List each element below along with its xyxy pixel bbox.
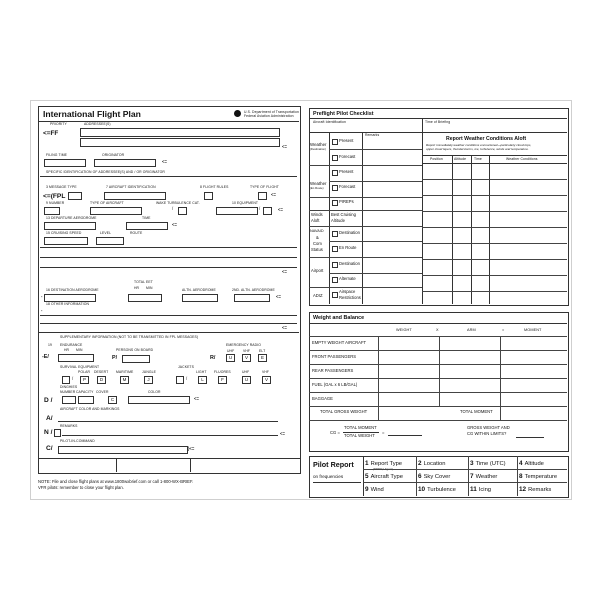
pireps-label: PIREPs	[339, 199, 354, 204]
capacity-label: CAPACITY	[76, 390, 94, 394]
equipment-field[interactable]	[216, 207, 258, 215]
remarks-label: REMARKS	[60, 424, 78, 428]
persons-marker: P/	[112, 355, 118, 361]
jackets-label: JACKETS	[178, 365, 194, 369]
second-alternate-label: 2ND. ALTN. AERODROME	[232, 288, 275, 292]
report-conditions-note-1: Report immediately weather conditions encountered—particularly cloud tops,	[426, 143, 532, 147]
type-of-flight-field[interactable]	[258, 192, 267, 200]
pilot-report-item	[519, 486, 551, 493]
flight-rules-arrow: <=	[271, 192, 276, 197]
forecast-checkbox[interactable]	[332, 155, 338, 161]
eet-hr-label: HR	[134, 286, 140, 290]
pilot-report-item-label: Turbulence	[427, 487, 456, 493]
pilot-report-item	[470, 486, 491, 493]
message-type-label: 3 MESSAGE TYPE	[46, 185, 77, 189]
route-arrow: <=	[282, 269, 287, 274]
dinghy-color-field[interactable]	[128, 396, 190, 404]
pilot-report-item	[519, 473, 557, 480]
alternate-field[interactable]	[182, 294, 218, 302]
cg-equals: =	[382, 430, 385, 435]
total-gross-weight-label: TOTAL GROSS WEIGHT	[320, 409, 368, 414]
pilot-report-item-sub: (PIREP, Urgent)	[373, 467, 393, 471]
airspace-checkbox[interactable]	[332, 292, 338, 298]
dinghies-arrow: <=	[194, 396, 199, 401]
weather-destination-label: Weather	[310, 142, 327, 147]
cg-numerator: TOTAL MOMENT	[344, 425, 377, 430]
type-aircraft-field[interactable]	[90, 207, 142, 215]
agency-line-2: Federal Aviation Administration	[244, 114, 294, 118]
winds-label: Winds	[311, 212, 323, 217]
destination-airport-label: Destination	[339, 261, 360, 266]
pilot-report-item	[470, 460, 506, 467]
present-enroute-checkbox[interactable]	[332, 170, 338, 176]
equals-header: =	[502, 328, 505, 332]
dinghies-label: DINGHIES	[60, 385, 78, 389]
pilot-report-item	[418, 473, 450, 480]
specific-id-label: SPECIFIC IDENTIFICATION OF ADDRESSEE(S) AND / OR ORIGINATOR	[46, 170, 165, 174]
alternate-airport-label: Alternate	[339, 276, 356, 281]
weight-header: WEIGHT	[396, 328, 412, 332]
departure-aerodrome-field[interactable]	[44, 222, 96, 230]
pilot-in-command-arrow: )<=	[188, 446, 195, 451]
position-column: Position	[430, 157, 443, 161]
note-line-1: NOTE: File and close flight plans at www.1800wxbrief.com or call 1-800-WX-BRIEF.	[38, 479, 194, 484]
originator-field[interactable]	[94, 159, 156, 167]
gross-weight-question-1: GROSS WEIGHT AND	[467, 425, 510, 430]
pilot-report-item-number: 1	[365, 460, 369, 467]
and-label: &	[316, 235, 319, 240]
pilot-in-command-marker: C/	[46, 445, 53, 452]
jungle-box[interactable]: J	[144, 376, 153, 384]
pilot-report-item	[365, 473, 403, 480]
agency-line-1: U.S. Department of Transportation	[244, 110, 299, 114]
pilot-report-item-number: 4	[519, 460, 523, 467]
pilot-report-item-label: Wind	[370, 487, 384, 493]
weight-balance-title: Weight and Balance	[313, 315, 365, 321]
moment-header: MOMENT	[524, 328, 542, 332]
pilot-report-item-number: 10	[418, 486, 426, 493]
originator-arrow: <=	[162, 159, 167, 164]
weather-conditions-column: Weather Conditions	[506, 157, 538, 161]
gross-weight-question-2: CG WITHIN LIMITS?	[467, 431, 507, 436]
time-label: TIME	[142, 216, 151, 220]
pilot-report-item	[519, 460, 544, 467]
pilot-report-item-number: 2	[418, 460, 422, 467]
destination-navaid-checkbox[interactable]	[332, 231, 338, 237]
pilot-report-item-label: Icing	[478, 487, 492, 493]
type-aircraft-label: TYPE OF AIRCRAFT	[90, 201, 124, 205]
departure-aerodrome-label: 13 DEPARTURE AERODROME	[46, 216, 97, 220]
wb-row-label: BAGGAGE	[312, 396, 333, 401]
altitude-column: Altitude	[454, 157, 467, 161]
elt-label: ELT	[259, 349, 266, 353]
equipment-field-2[interactable]	[263, 207, 272, 215]
aircraft-id-field[interactable]	[104, 192, 166, 200]
aircraft-color-label: AIRCRAFT COLOR AND MARKINGS	[60, 407, 120, 411]
report-conditions-note-2: upper cloud layers, thunderstorms, ice, turbulence, winds and temperature.	[426, 147, 529, 151]
altitude-label: Altitude	[331, 218, 345, 223]
desert-box[interactable]: D	[97, 376, 106, 384]
airspace-label: Airspace	[339, 289, 356, 294]
jacket-vhf-label: VHF	[262, 370, 270, 374]
pilot-report-item-label: Sky Cover	[423, 474, 451, 480]
pilot-report-item-label: Weather	[475, 474, 498, 480]
elt-box[interactable]: E	[258, 354, 267, 362]
checklist-title: Preflight Pilot Checklist	[313, 111, 374, 117]
dinghy-number-field[interactable]	[62, 396, 76, 404]
light-label: LIGHT	[196, 370, 207, 374]
supplementary-info-label: SUPPLEMENTARY INFORMATION (NOT TO BE TRANSMITTED IN FPL MESSAGES)	[60, 335, 199, 339]
desert-label: DESERT	[94, 370, 109, 374]
flight-rules-label: 8 FLIGHT RULES	[200, 185, 229, 189]
wake-cat-field[interactable]	[178, 207, 187, 215]
endurance-hr-label: HR	[64, 348, 70, 352]
pilot-report-item-label: Time (UTC)	[475, 461, 506, 467]
pilot-report-item-label: Report Type	[370, 461, 403, 467]
polar-label: POLAR	[78, 370, 90, 374]
pilot-report-item-label: Location	[423, 461, 446, 467]
remarks-marker: N /	[44, 429, 53, 436]
arm-header: ARM	[467, 328, 476, 332]
weather-enroute-sub: (En Route)	[310, 186, 324, 190]
cruising-speed-field[interactable]	[44, 237, 88, 245]
emergency-radio-label: EMERGENCY RADIO	[226, 343, 261, 347]
pilot-report-item-number: 8	[519, 473, 523, 480]
pilot-report-item-number: 9	[365, 486, 369, 493]
ff-marker: <=FF	[43, 130, 59, 137]
cover-label: COVER	[96, 390, 109, 394]
level-field[interactable]	[96, 237, 124, 245]
times-header: X	[436, 328, 439, 332]
report-conditions-title: Report Weather Conditions Aloft	[446, 136, 527, 142]
pilot-in-command-label: PILOT-IN-COMMAND	[60, 439, 95, 443]
endurance-field[interactable]	[58, 354, 94, 362]
uhf-box[interactable]: U	[226, 354, 235, 362]
survival-equipment-label: SURVIVAL EQUIPMENT	[60, 365, 100, 369]
endurance-label: ENDURANCE	[60, 343, 83, 347]
present-label: Present	[339, 138, 354, 143]
cruising-speed-label: 15 CRUISING SPEED	[46, 231, 82, 235]
enroute-navaid-checkbox[interactable]	[332, 246, 338, 252]
forecast-enroute-checkbox[interactable]	[332, 185, 338, 191]
light-box[interactable]: L	[198, 376, 207, 384]
persons-field[interactable]	[122, 355, 150, 363]
pilot-report-item-label: Remarks	[528, 487, 552, 493]
type-of-flight-label: TYPE OF FLIGHT	[250, 185, 279, 189]
airport-label: Airport	[311, 268, 324, 273]
wb-row-label: FUEL (GAL x 6 LB/GAL)	[312, 382, 358, 387]
endurance-min-label: MIN	[76, 348, 83, 352]
originator-label: ORIGINATOR	[102, 153, 125, 157]
weather-enroute-label: Weather	[310, 181, 327, 186]
uhf-label: UHF	[227, 349, 235, 353]
status-label: Status	[311, 247, 323, 252]
forecast-label: Forecast	[339, 154, 356, 159]
fpl-marker: <=(FPL	[43, 193, 66, 200]
endurance-marker: -E/	[42, 354, 49, 360]
number-label: 9 NUMBER	[46, 201, 65, 205]
number-field[interactable]	[44, 207, 60, 215]
maritime-label: MARITIME	[116, 370, 134, 374]
pilot-report-item-number: 6	[418, 473, 422, 480]
aircraft-color-marker: A/	[46, 415, 53, 422]
filing-time-field[interactable]	[44, 159, 86, 167]
destination-field[interactable]	[44, 294, 96, 302]
flight-rules-field[interactable]	[204, 192, 213, 200]
remarks-checkbox[interactable]	[54, 429, 61, 437]
pilot-report-item	[418, 460, 445, 467]
eet-min-label: MIN	[146, 286, 153, 290]
best-cruising-label: Best Cruising	[331, 212, 356, 217]
cg-label: CG =	[330, 430, 340, 435]
restrictions-label: Restrictions	[339, 295, 361, 300]
enroute-navaid-label: En Route	[339, 245, 357, 250]
wb-row-label: FRONT PASSENGERS	[312, 354, 357, 359]
pilot-report-item	[470, 473, 497, 480]
pilot-report-item-number: 11	[470, 486, 477, 493]
other-info-arrow: <=	[282, 325, 287, 330]
adiz-label: ADIZ	[313, 293, 323, 298]
comm-label: Com	[313, 241, 322, 246]
aircraft-identification-label: Aircraft Identification	[313, 120, 347, 124]
maritime-box[interactable]: M	[120, 376, 129, 384]
signature-box	[38, 458, 301, 474]
cover-box[interactable]: C	[108, 396, 117, 404]
destination-aerodrome-label: 16 DESTINATION AERODROME	[46, 288, 99, 292]
time-arrow: <=	[172, 222, 177, 227]
vhf-label: VHF	[243, 349, 251, 353]
persons-on-board-label: PERSONS ON BOARD	[116, 348, 154, 352]
present-checkbox[interactable]	[332, 139, 338, 145]
capacity-field[interactable]	[78, 396, 94, 404]
cg-denominator: TOTAL WEIGHT	[344, 433, 375, 438]
total-moment-label: TOTAL MOMENT	[460, 409, 493, 414]
navaid-label: NAVAID	[310, 229, 324, 233]
jungle-label: JUNGLE	[142, 370, 156, 374]
dinghies-marker: D /	[44, 397, 53, 404]
total-eet-field[interactable]	[128, 294, 162, 302]
filing-time-label: FILING TIME	[46, 153, 68, 157]
equipment-label: 10 EQUIPMENT	[232, 201, 259, 205]
pilot-report-item-label: Aircraft Type	[370, 474, 403, 480]
destination-navaid-label: Destination	[339, 230, 360, 235]
pilot-report-item	[365, 486, 384, 493]
jacket-uhf-box[interactable]: U	[242, 376, 251, 384]
pilot-report-item-number: 12	[519, 486, 527, 493]
vhf-box[interactable]: V	[242, 354, 251, 362]
destination-airport-checkbox[interactable]	[332, 262, 338, 268]
pilot-report-item-label: Temperature	[524, 474, 558, 480]
wake-turbulence-label: WAKE TURBULENCE CAT.	[156, 201, 200, 205]
time-column: Time	[474, 157, 482, 161]
addressee-arrow: <=	[282, 144, 287, 149]
color-label: COLOR	[148, 390, 161, 394]
addressee-field-1[interactable]	[80, 128, 280, 137]
pilot-report-item-number: 7	[470, 473, 474, 480]
time-field[interactable]	[126, 222, 168, 230]
total-eet-label: TOTAL EET	[134, 280, 153, 284]
level-label: LEVEL	[100, 231, 112, 235]
jacket-uhf-label: UHF	[242, 370, 250, 374]
wb-row-label: REAR PASSENGERS	[312, 368, 354, 373]
wb-row-label: EMPTY WEIGHT AIRCRAFT	[312, 340, 367, 345]
route-label: ROUTE	[130, 231, 143, 235]
remarks-column-label: Remarks	[365, 133, 380, 137]
remarks-arrow: <=	[280, 431, 285, 436]
pilot-report-item	[418, 486, 456, 493]
addressee-field-2[interactable]	[80, 138, 280, 147]
message-type-field[interactable]	[68, 192, 82, 200]
jacket-vhf-box[interactable]: V	[262, 376, 271, 384]
aloft-label: Aloft	[311, 218, 320, 223]
pilot-report-item-number: 5	[365, 473, 369, 480]
form-title: International Flight Plan	[43, 109, 141, 119]
radio-marker: R/	[210, 355, 216, 361]
pilot-report-title: Pilot Report	[313, 460, 354, 469]
alternate-airport-checkbox[interactable]	[332, 277, 338, 283]
pilot-report-item-label: Altitude	[524, 461, 544, 467]
pilot-report-item-number: 3	[470, 460, 474, 467]
time-of-briefing-label: Time of Briefing	[425, 120, 451, 124]
dinghy-number-label: NUMBER	[60, 390, 76, 394]
aircraft-id-label: 7 AIRCRAFT IDENTIFICATION	[106, 185, 156, 189]
polar-box[interactable]: P	[80, 376, 89, 384]
destination-arrow: <=	[276, 294, 281, 299]
pireps-checkbox[interactable]	[332, 200, 338, 206]
note-line-2: VFR pilots: remember to close your flight plan.	[38, 485, 124, 490]
item-19-label: 19	[48, 343, 52, 347]
dot-seal-icon	[234, 110, 241, 117]
fluores-box[interactable]: F	[218, 376, 227, 384]
second-alternate-field[interactable]	[234, 294, 270, 302]
weather-destination-sub: (Destination)	[310, 147, 326, 151]
pilot-report-subtitle: on frequencies	[313, 474, 344, 479]
alternate-aerodrome-label: ALTN. AERODROME	[182, 288, 216, 292]
addressees-label: ADDRESSEE(S)	[84, 122, 111, 126]
equipment-arrow: <=	[278, 207, 283, 212]
pilot-in-command-field[interactable]	[58, 446, 188, 454]
present-enroute-label: Present	[339, 169, 354, 174]
other-info-label: 18 OTHER INFORMATION	[46, 302, 90, 306]
priority-label: PRIORITY	[50, 122, 67, 126]
fluores-label: FLUORES	[214, 370, 231, 374]
forecast-enroute-label: Forecast	[339, 184, 356, 189]
